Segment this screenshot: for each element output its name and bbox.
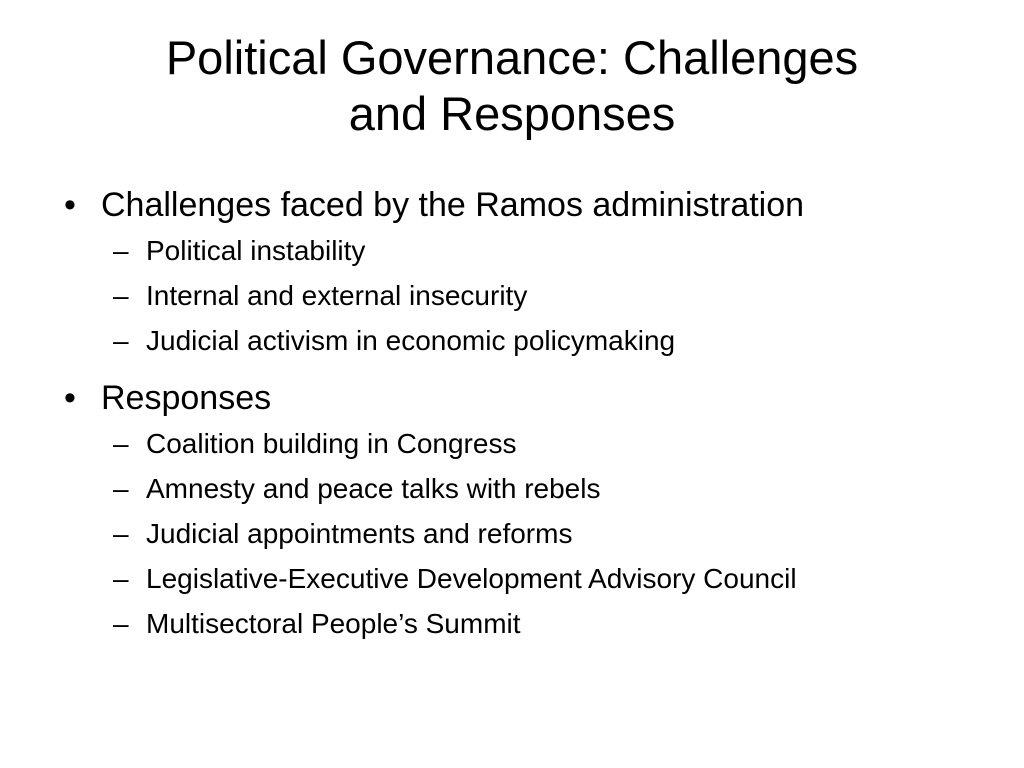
slide-title-line-2: and Responses xyxy=(348,87,676,140)
dash-marker: – xyxy=(113,563,129,594)
sub-item xyxy=(101,556,1000,601)
dash-marker: – xyxy=(113,428,129,459)
dash-marker: – xyxy=(113,235,129,266)
sub-item-text: Coalition building in Congress xyxy=(146,428,517,459)
sub-item-text: Judicial appointments and reforms xyxy=(146,518,573,549)
bullet-marker: • xyxy=(64,186,76,224)
sub-list-responses xyxy=(101,421,1000,646)
sub-item xyxy=(101,228,1000,273)
bullet-responses xyxy=(60,375,1000,646)
sub-item-text: Political instability xyxy=(146,235,366,266)
dash-marker: – xyxy=(113,325,129,356)
bullet-marker: • xyxy=(64,379,76,417)
bullet-label: Challenges faced by the Ramos administration xyxy=(101,186,805,224)
sub-item xyxy=(101,601,1000,646)
slide-title-line-1: Political Governance: Challenges xyxy=(165,31,859,84)
dash-marker: – xyxy=(113,518,129,549)
dash-marker: – xyxy=(113,608,129,639)
sub-item-text: Multisectoral People’s Summit xyxy=(146,608,521,639)
bullet-challenges xyxy=(60,182,1000,363)
slide-body xyxy=(60,182,1000,646)
dash-marker: – xyxy=(113,473,129,504)
sub-item xyxy=(101,421,1000,466)
sub-item xyxy=(101,273,1000,318)
sub-item-text: Internal and external insecurity xyxy=(146,280,528,311)
sub-item xyxy=(101,466,1000,511)
sub-item xyxy=(101,511,1000,556)
slide-title xyxy=(40,30,984,142)
sub-item-text: Legislative-Executive Development Advisory Council xyxy=(146,563,797,594)
sub-list-challenges xyxy=(101,228,1000,363)
sub-item xyxy=(101,318,1000,363)
sub-item-text: Amnesty and peace talks with rebels xyxy=(146,473,601,504)
dash-marker: – xyxy=(113,280,129,311)
bullet-label: Responses xyxy=(101,379,272,417)
sub-item-text: Judicial activism in economic policymaking xyxy=(146,325,676,356)
